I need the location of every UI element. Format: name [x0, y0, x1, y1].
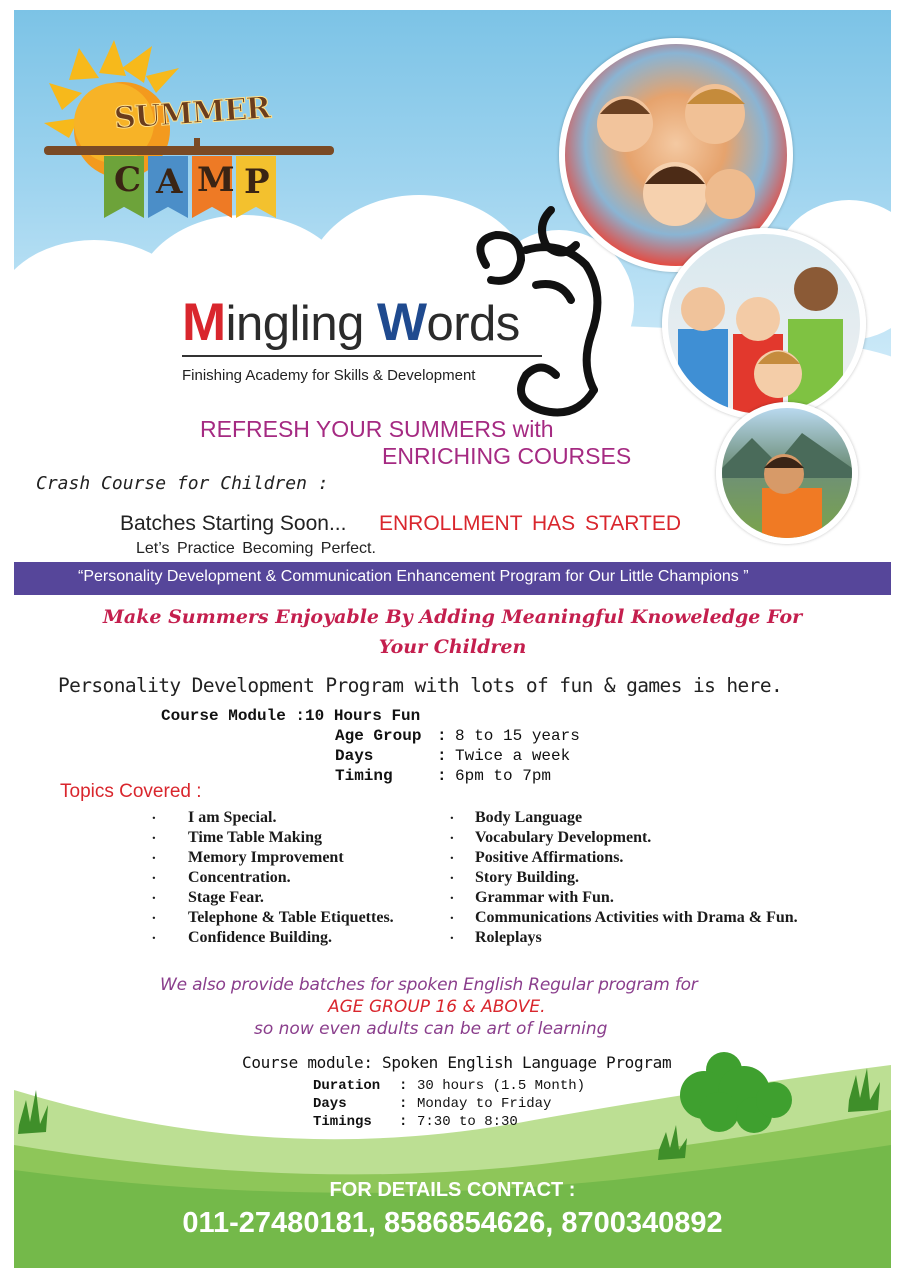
topic-item: Time Table Making — [188, 829, 322, 846]
topic-item: Body Language — [475, 809, 583, 826]
spoken-sep: : — [399, 1114, 408, 1130]
bullet: . — [450, 907, 454, 923]
flyer — [14, 10, 891, 1268]
bullet: . — [152, 887, 156, 903]
headline-line1: REFRESH YOUR SUMMERS with — [200, 416, 554, 442]
make-summers-line2: Your Children — [378, 636, 527, 658]
topic-item: I am Special. — [188, 809, 277, 826]
camp-letter: M — [197, 160, 235, 200]
topic-item: Positive Affirmations. — [475, 849, 624, 866]
brand-ingling: ingling — [225, 297, 377, 351]
spoken-sep: : — [399, 1078, 408, 1094]
practice-tagline: Let’s Practice Becoming Perfect. — [136, 540, 376, 557]
batches-starting: Batches Starting Soon... — [120, 512, 347, 535]
program-intro: Personality Development Program with lots of fun & games is here. — [58, 674, 783, 697]
course-value: 6pm to 7pm — [455, 767, 552, 785]
children-photo — [662, 228, 866, 420]
program-banner — [14, 562, 891, 595]
enrollment-started: ENROLLMENT HAS STARTED — [379, 512, 682, 535]
course-value: 8 to 15 years — [455, 727, 580, 745]
bullet: . — [152, 847, 156, 863]
spoken-value: Monday to Friday — [417, 1096, 552, 1112]
camp-letter: A — [156, 162, 183, 202]
bullet: . — [152, 907, 156, 923]
course-label: Days — [335, 747, 374, 765]
bullet: . — [152, 827, 156, 843]
topics-heading: Topics Covered : — [60, 781, 202, 802]
spoken-course-module: Course module: Spoken English Language Program — [242, 1053, 672, 1072]
course-label: Timing — [335, 767, 393, 785]
bullet: . — [152, 927, 156, 943]
brand-initial-m: M — [182, 293, 226, 352]
summer-text: SUMMER — [112, 90, 272, 137]
camp-letter: P — [244, 162, 270, 202]
course-sep: : — [437, 727, 447, 745]
spoken-value: 7:30 to 8:30 — [417, 1114, 518, 1130]
brand-ords: ords — [426, 297, 520, 351]
topic-item: Confidence Building. — [188, 929, 333, 946]
ganesha-logo-icon — [466, 190, 616, 425]
topic-item: Grammar with Fun. — [475, 889, 614, 906]
headline-line2: ENRICHING COURSES — [382, 443, 632, 469]
spoken-label: Days — [313, 1096, 347, 1112]
topic-item: Vocabulary Development. — [475, 829, 652, 846]
spoken-label: Timings — [313, 1114, 372, 1130]
spoken-age-group: AGE GROUP 16 & ABOVE. — [328, 997, 546, 1017]
spoken-line1: We also provide batches for spoken English Regular program for — [160, 975, 698, 995]
brand-initial-w: W — [376, 293, 427, 352]
course-sep: : — [437, 747, 447, 765]
brand-tagline: Finishing Academy for Skills & Development — [182, 367, 476, 384]
program-banner-text: “Personality Development & Communication Enhancement Program for Our Little Champions ” — [78, 568, 749, 585]
topic-item: Communications Activities with Drama & Fun. — [475, 909, 798, 926]
topic-item: Concentration. — [188, 869, 291, 886]
make-summers-line1: Make Summers Enjoyable By Adding Meaningful Knoweledge For — [102, 606, 803, 628]
bullet: . — [450, 927, 454, 943]
course-module: Course Module :10 Hours Fun — [161, 707, 421, 725]
course-value: Twice a week — [455, 747, 571, 765]
bullet: . — [450, 847, 454, 863]
spoken-value: 30 hours (1.5 Month) — [417, 1078, 586, 1094]
contact-heading: FOR DETAILS CONTACT : — [329, 1179, 576, 1201]
course-sep: : — [437, 767, 447, 785]
bullet: . — [450, 807, 454, 823]
course-label: Age Group — [335, 727, 422, 745]
topic-item: Memory Improvement — [188, 849, 344, 866]
spoken-line3: so now even adults can be art of learning — [254, 1019, 608, 1039]
bullet: . — [450, 887, 454, 903]
topic-item: Stage Fear. — [188, 889, 264, 906]
crash-course-label: Crash Course for Children : — [36, 473, 329, 494]
spoken-label: Duration — [313, 1078, 381, 1094]
bullet: . — [152, 867, 156, 883]
camp-letter: C — [114, 160, 142, 200]
topic-item: Story Building. — [475, 869, 580, 886]
bullet: . — [450, 827, 454, 843]
topic-item: Roleplays — [475, 929, 542, 946]
spoken-sep: : — [399, 1096, 408, 1112]
bullet: . — [152, 807, 156, 823]
summer-camp-logo — [44, 38, 344, 228]
topic-item: Telephone & Table Etiquettes. — [188, 909, 394, 926]
contact-phones[interactable]: 011-27480181, 8586854626, 8700340892 — [182, 1207, 723, 1239]
camp-boy-photo — [716, 402, 858, 544]
bullet: . — [450, 867, 454, 883]
